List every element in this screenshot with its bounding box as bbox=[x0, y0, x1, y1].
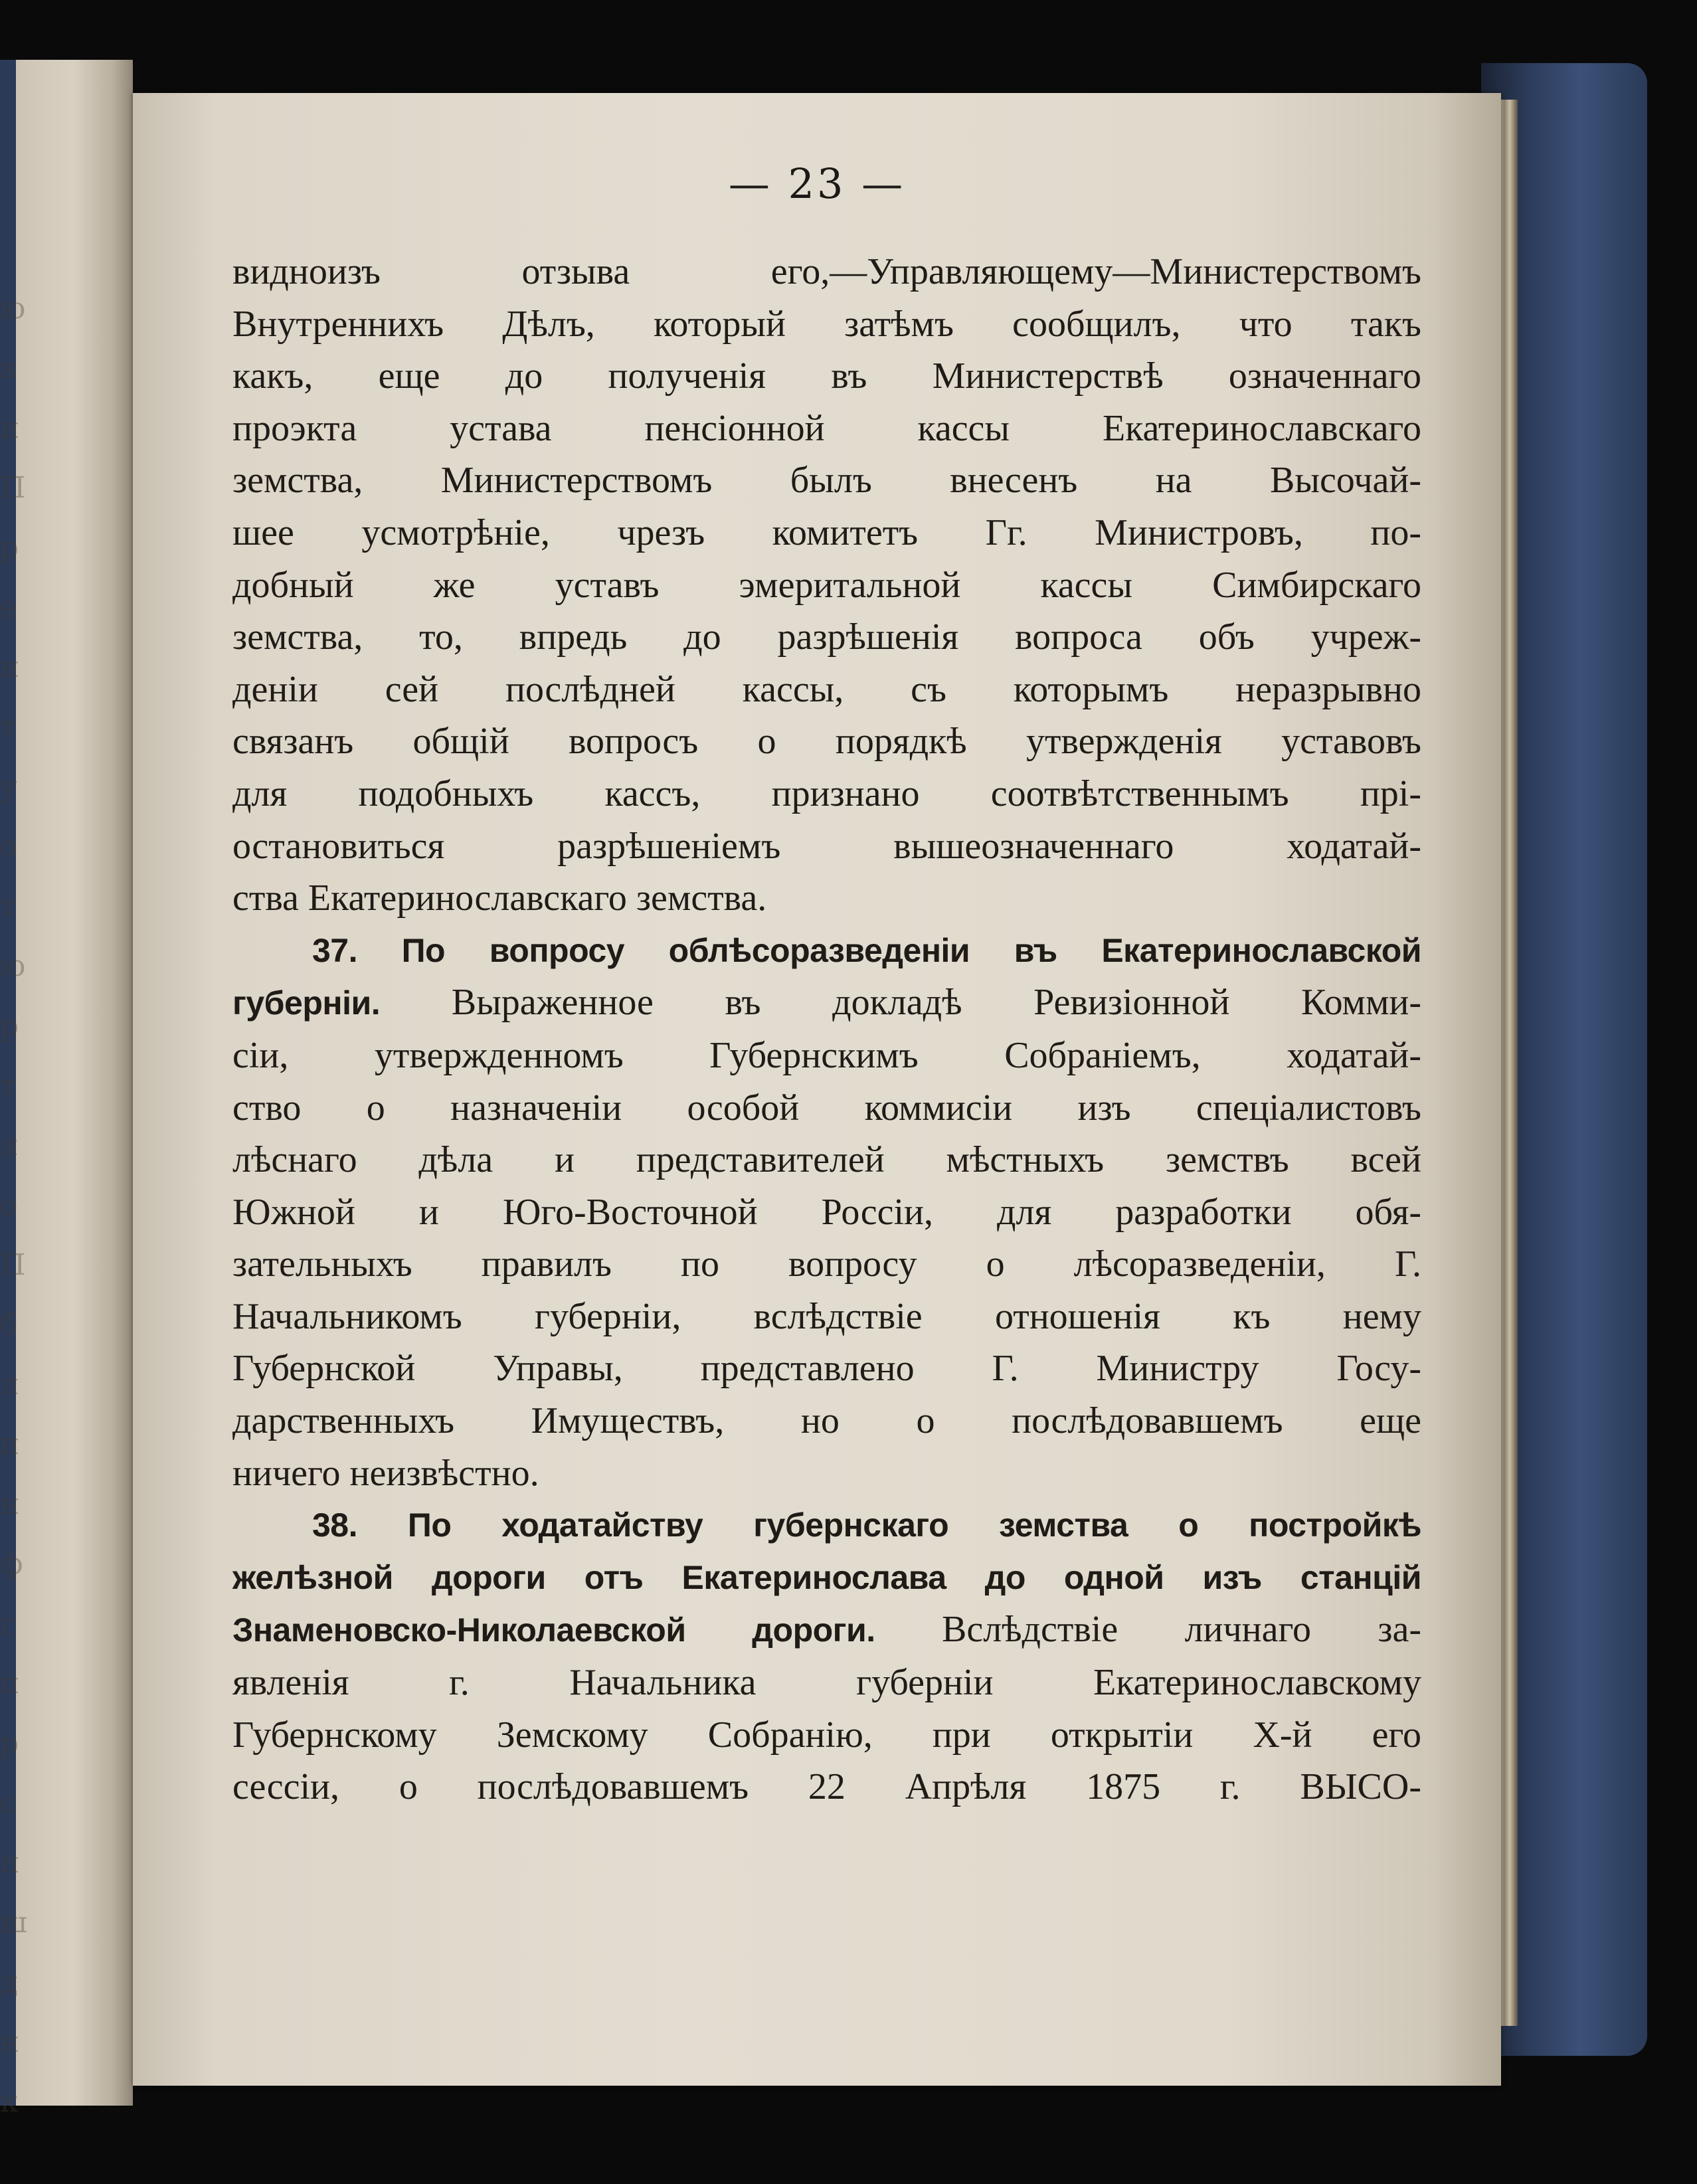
item-38-heading: желѣзной дороги отъ Екатеринослава до одной изъ станцій bbox=[232, 1558, 1421, 1596]
text-line: Внутреннихъ Дѣлъ, который затѣмъ сообщилъ, что такъ bbox=[232, 303, 1421, 345]
text-line: остановиться разрѣшеніемъ вышеозначеннаго ходатай- bbox=[232, 825, 1421, 867]
item-38-first-text: Вслѣдствіе личнаго за- bbox=[941, 1609, 1422, 1651]
text-line: проэкта устава пенсіонной кассы Екатеринославскаго bbox=[232, 407, 1421, 449]
paragraph-item-37 bbox=[232, 925, 1421, 1500]
text-line: сессіи, о послѣдовавшемъ 22 Апрѣля 1875 г. ВЫСО- bbox=[232, 1766, 1421, 1808]
item-37-heading-cont: губерніи. bbox=[232, 984, 381, 1022]
text-line: явленія г. Начальника губерніи Екатеринославскому bbox=[232, 1662, 1421, 1704]
page-body bbox=[232, 246, 1421, 1813]
text-line: шее усмотрѣніе, чрезъ комитетъ Гг. Министровъ, по- bbox=[232, 511, 1421, 553]
item-38-heading-end: Знаменовско-Николаевской дороги. bbox=[232, 1611, 875, 1649]
text-line: Южной и Юго-Восточной Россіи, для разработки обя- bbox=[232, 1191, 1421, 1233]
text-line: какъ, еще до полученія въ Министерствѣ означеннаго bbox=[232, 355, 1421, 397]
text-line: видноизъ отзыва его,—Управляющему—Министерствомъ bbox=[232, 251, 1421, 292]
item-37-heading: 37. По вопросу облѣсоразведеніи въ Екатеринославской bbox=[312, 931, 1421, 969]
text-line: Начальникомъ губерніи, вслѣдствіе отношенія къ нему bbox=[232, 1295, 1421, 1337]
text-line: земства, то, впредь до разрѣшенія вопроса объ учреж- bbox=[232, 616, 1421, 658]
text-line: сіи, утвержденномъ Губернскимъ Собраніемъ, ходатай- bbox=[232, 1034, 1421, 1076]
text-line: деніи сей послѣдней кассы, съ которымъ неразрывно bbox=[232, 668, 1421, 710]
text-line bbox=[232, 1603, 1421, 1657]
previous-page-text-edge: ю в н П р е н т у о т ю р т я о П б л п н ф г п р с п ш д н к bbox=[0, 292, 27, 2119]
paragraph-continuation bbox=[232, 246, 1421, 925]
item-37-first-text: Выраженное въ докладѣ Ревизіонной Комми- bbox=[451, 982, 1422, 1024]
text-line: связанъ общій вопросъ о порядкѣ утвержденія уставовъ bbox=[232, 721, 1421, 763]
paragraph-item-38 bbox=[232, 1499, 1421, 1813]
text-line: ства Екатеринославскаго земства. bbox=[232, 877, 767, 919]
text-line: Губернской Управы, представлено Г. Министру Госу- bbox=[232, 1348, 1421, 1390]
page-number: — 23 — bbox=[728, 159, 906, 208]
book-page bbox=[133, 93, 1501, 2086]
text-line bbox=[232, 976, 1421, 1030]
text-line: добный же уставъ эмеритальной кассы Симбирскаго bbox=[232, 564, 1421, 606]
item-38-heading: 38. По ходатайству губернскаго земства о постройкѣ bbox=[312, 1506, 1421, 1544]
text-line: ство о назначеніи особой коммисіи изъ спеціалистовъ bbox=[232, 1087, 1421, 1129]
text-line: зательныхъ правилъ по вопросу о лѣсоразведеніи, Г. bbox=[232, 1243, 1421, 1285]
text-line: ничего неизвѣстно. bbox=[232, 1452, 539, 1494]
text-line: лѣснаго дѣла и представителей мѣстныхъ земствъ всей bbox=[232, 1139, 1421, 1181]
text-line: земства, Министерствомъ былъ внесенъ на Высочай- bbox=[232, 460, 1421, 501]
text-line: дарственныхъ Имуществъ, но о послѣдовавшемъ еще bbox=[232, 1400, 1421, 1442]
text-line: Губернскому Земскому Собранію, при открытіи Х-й его bbox=[232, 1714, 1421, 1756]
text-line: для подобныхъ кассъ, признано соотвѣтственнымъ прі- bbox=[232, 773, 1421, 814]
